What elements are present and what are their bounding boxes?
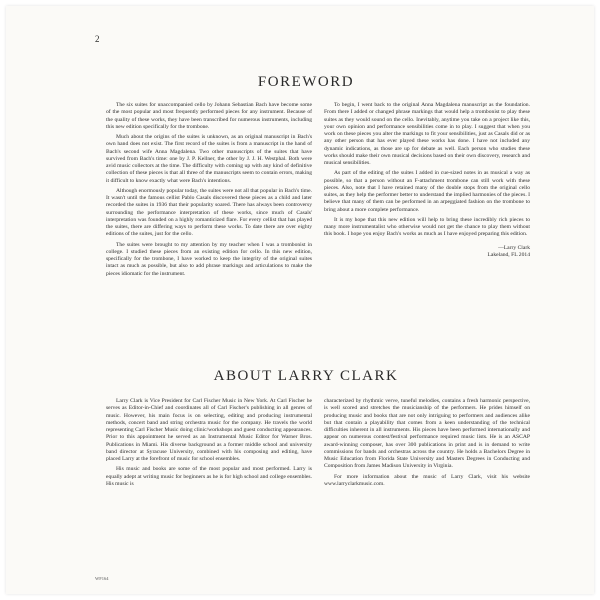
paragraph: His music and books are some of the most popular and most performed. Larry is equally adept at writing music for beginners as he is for high school and college ensembles. His music is bbox=[106, 466, 312, 487]
paragraph: Although enormously popular today, the suites were not all that popular in Bach's time. It wasn't until the famous cellist Pablo Casals discovered these pieces as a child and later recorded the suites in 1936 that their popularity soared. There has always been controversy surrounding the performance interpretation of these works, since much of Casals' interpretation was founded on a highly romanticized flare. For every cellist that has played the suites, there are differing ways to perform these works. To date there are over eighty editions of the suites, just for the cello. bbox=[106, 187, 312, 238]
paragraph: Much about the origins of the suites is unknown, as an original manuscript in Bach's own hand does not exist. The first record of the suites is from a manuscript in the hand of Bach's second wife Anna Magdalena. Two other manuscripts of the suites that have survived from Bach's time: one by J. P. Kellner, the other by J. J. H. Westphal. Both were avid music collectors at the time. The difficulty with coming up with any kind of definitive collection of these pieces is that all three of the manuscripts seem to contain errors, making it difficult to know exactly what were Bach's intentions. bbox=[106, 134, 312, 184]
page-number: 2 bbox=[95, 34, 100, 44]
paragraph: It is my hope that this new edition will help to bring these incredibly rich pieces to many more instrumentalist who otherwise would not get the chance to play them without this book. I hope you enjoy Bach's works as much as I have enjoyed preparing this edition. bbox=[324, 216, 530, 238]
foreword-left-column bbox=[106, 102, 312, 281]
paragraph: To begin, I went back to the original Anna Magdalena manuscript as the foundation. From there I added or changed phrase markings that would help a trombonist to play these suites as they would sound on the cello. Inevitably, anytime you take on a project like this, your own opinion and performance sensibilities come in to play. I suggest that when you work on these pieces you alter the markings to fit your sensibilities, just as Casals did or as any other person that has ever played these works has done. I have not included any dynamic indications, as those are up for debate as well. Each person who studies these works should make their own musical decisions based on their own discovery, research and musical sensibilities. bbox=[324, 102, 530, 166]
paragraph: characterized by rhythmic verve, tuneful melodies, contains a fresh harmonic perspective, is well scored and stretches the musicianship of the performers. He prides himself on producing music and books that are not only intriguing to performers and audiences alike but that contain a playability that comes from a keen understanding of the technical difficulties inherent in all instruments. His pieces have been performed internationally and appear on numerous contest/festival performance required music lists. He is an ASCAP award-winning composer, has over 300 publications in print and is in demand to write commissions for bands and orchestras across the country. He holds a Bachelors Degree in Music Education from Florida State University and Masters Degrees in Conducting and Composition from James Madison University in Virginia. bbox=[324, 398, 530, 470]
signature-name: —Larry Clark bbox=[498, 244, 530, 251]
about-right-column bbox=[324, 398, 530, 491]
paragraph: As part of the editing of the suites I added in cue-sized notes in as musical a way as possible, so that a person without an F-attachment trombone can still work with these pieces. Also, note that I have retained many of the double stops from the original cello suites, as they help the performer better to understand the implied harmonies of the pieces. I believe that many of them can be performed in an arpeggiated fashion on the trombone to bring about a more complete performance. bbox=[324, 170, 530, 213]
foreword-heading: FOREWORD bbox=[257, 74, 355, 90]
paragraph: For more information about the music of Larry Clark, visit his website www.larryclarkmusic.com. bbox=[324, 473, 530, 487]
about-left-column bbox=[106, 398, 312, 491]
book-page bbox=[6, 6, 594, 594]
paragraph: The suites were brought to my attention by my teacher when I was a trombonist in college. I studied these pieces from an existing edition for cello. In this new edition, specifically for the trombone, I have worked to keep the integrity of the original suites intact as much as possible, but also to add phrase markings and articulations to make the pieces idiomatic for the instrument. bbox=[106, 241, 312, 277]
paragraph: The six suites for unaccompanied cello by Johann Sebastian Bach have become some of the most popular and most frequently performed pieces for any instrument. Because of the quality of these works, they have been transcribed for numerous instruments, including this new edition specifically for the trombone. bbox=[106, 102, 312, 130]
footer-code: WF164 bbox=[95, 576, 109, 581]
foreword-right-column bbox=[324, 102, 530, 259]
about-heading: ABOUT LARRY CLARK bbox=[213, 368, 399, 384]
paragraph: Larry Clark is Vice President for Carl Fischer Music in New York. At Carl Fischer he serves as Editor-in-Chief and coordinates all of Carl Fischer's publishing in all genres of music. However, his main focus is on selecting, editing and producing instrumental methods, concert band and string orchestra music for the company. He travels the world representing Carl Fischer Music doing clinic/workshops and guest conducting appearances. Prior to this appointment he served as an Instrumental Music Editor for Warner Bros. Publications in Miami. His diverse background as a former middle school and university band director at Syracuse University, combined with his composing and editing, have placed Larry at the forefront of music for school ensembles. bbox=[106, 398, 312, 462]
signature-place: Lakeland, FL 2014 bbox=[487, 251, 530, 258]
